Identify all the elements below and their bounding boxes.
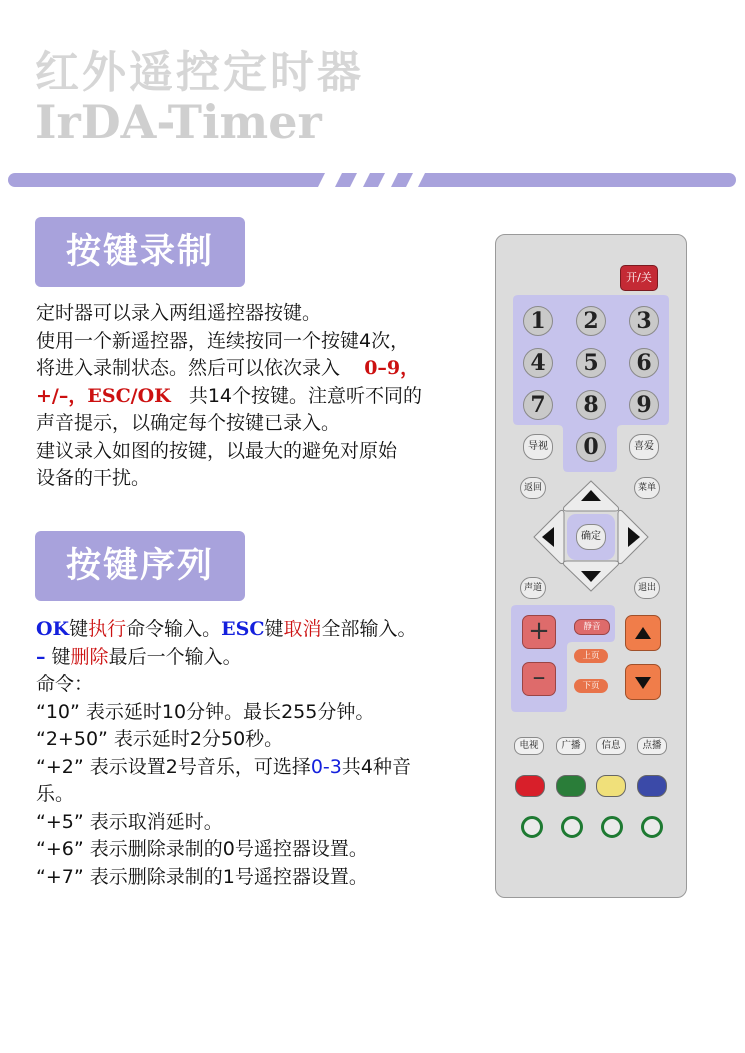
text-line: – 键删除最后一个输入。 <box>36 645 242 668</box>
digit-4-button[interactable]: 4 <box>523 348 553 378</box>
menu-button[interactable]: 菜单 <box>634 477 660 499</box>
remote-control-illustration <box>495 234 687 898</box>
digit-9-button[interactable]: 9 <box>629 390 659 420</box>
recording-description <box>36 300 481 493</box>
digit-0-button[interactable]: 0 <box>576 432 606 462</box>
mute-button[interactable]: 静音 <box>574 619 610 635</box>
back-button[interactable]: 返回 <box>520 477 546 499</box>
key-range-digits: 0–9， <box>364 357 420 379</box>
text-line: “+6” 表示删除录制的0号遥控器设置。 <box>36 838 368 860</box>
digit-6-button[interactable]: 6 <box>629 348 659 378</box>
radio-button[interactable]: 广播 <box>556 737 586 755</box>
ok-button[interactable]: 确定 <box>576 524 606 550</box>
text-line: OK键执行命令输入。ESC键取消全部输入。 <box>36 618 417 640</box>
guide-button[interactable]: 导视 <box>523 434 553 460</box>
text-line: 将进入录制状态。然后可以依次录入 0–9， <box>36 357 420 379</box>
text-line: 定时器可以录入两组遥控器按键。 <box>36 302 322 324</box>
text-line: 乐。 <box>36 783 75 805</box>
vod-button[interactable]: 点播 <box>637 737 667 755</box>
channel-down-button[interactable] <box>625 664 661 700</box>
text-line: 命令： <box>36 673 94 695</box>
volume-up-button[interactable]: + <box>522 615 556 649</box>
yellow-button[interactable] <box>596 775 626 797</box>
ring-button-4[interactable] <box>641 816 663 838</box>
triangle-up-icon <box>626 616 660 650</box>
text-line: +/–，ESC/OK 共14个按键。注意听不同的 <box>36 384 423 407</box>
exit-button[interactable]: 退出 <box>634 577 660 599</box>
ring-button-1[interactable] <box>521 816 543 838</box>
title-chinese: 红外遥控定时器 <box>35 47 364 98</box>
digit-7-button[interactable]: 7 <box>523 390 553 420</box>
decorative-stripe <box>0 170 745 190</box>
sequence-description <box>36 616 481 891</box>
text-line: “+5” 表示取消延时。 <box>36 810 223 833</box>
channel-up-button[interactable] <box>625 615 661 651</box>
audio-channel-button[interactable]: 声道 <box>520 577 546 599</box>
digit-1-button[interactable]: 1 <box>523 306 553 336</box>
digit-5-button[interactable]: 5 <box>576 348 606 378</box>
text-line: “+7” 表示删除录制的1号遥控器设置。 <box>36 865 368 888</box>
digit-2-button[interactable]: 2 <box>576 306 606 336</box>
ring-button-2[interactable] <box>561 816 583 838</box>
page-down-button[interactable]: 下页 <box>574 679 608 693</box>
section-heading-recording: 按键录制 <box>35 217 245 287</box>
volume-down-button[interactable]: – <box>522 662 556 696</box>
tv-button[interactable]: 电视 <box>514 737 544 755</box>
digit-3-button[interactable]: 3 <box>629 306 659 336</box>
red-button[interactable] <box>515 775 545 797</box>
section-heading-sequence: 按键序列 <box>35 531 245 601</box>
text-line: 使用一个新遥控器，连续按同一个按键4次， <box>36 329 410 352</box>
title-english: IrDA-Timer <box>35 95 322 149</box>
blue-button[interactable] <box>637 775 667 797</box>
volume-pad-background <box>496 235 686 897</box>
text-line: “+2” 表示设置2号音乐，可选择0-3共4种音 <box>36 755 411 778</box>
text-line: “10” 表示延时10分钟。最长255分钟。 <box>36 700 375 723</box>
digit-8-button[interactable]: 8 <box>576 390 606 420</box>
text-line: “2+50” 表示延时2分50秒。 <box>36 728 284 750</box>
power-button[interactable]: 开/关 <box>620 265 658 291</box>
text-line: 声音提示，以确定每个按键已录入。 <box>36 412 341 434</box>
triangle-down-icon <box>626 665 660 699</box>
text-line: 设备的干扰。 <box>36 467 151 489</box>
page-up-button[interactable]: 上页 <box>574 649 608 663</box>
ring-button-3[interactable] <box>601 816 623 838</box>
info-button[interactable]: 信息 <box>596 737 626 755</box>
key-range-symbols: +/–，ESC/OK <box>36 384 171 407</box>
text-line: 建议录入如图的按键，以最大的避免对原始 <box>36 439 398 462</box>
green-button[interactable] <box>556 775 586 797</box>
favorite-button[interactable]: 喜爱 <box>629 434 659 460</box>
